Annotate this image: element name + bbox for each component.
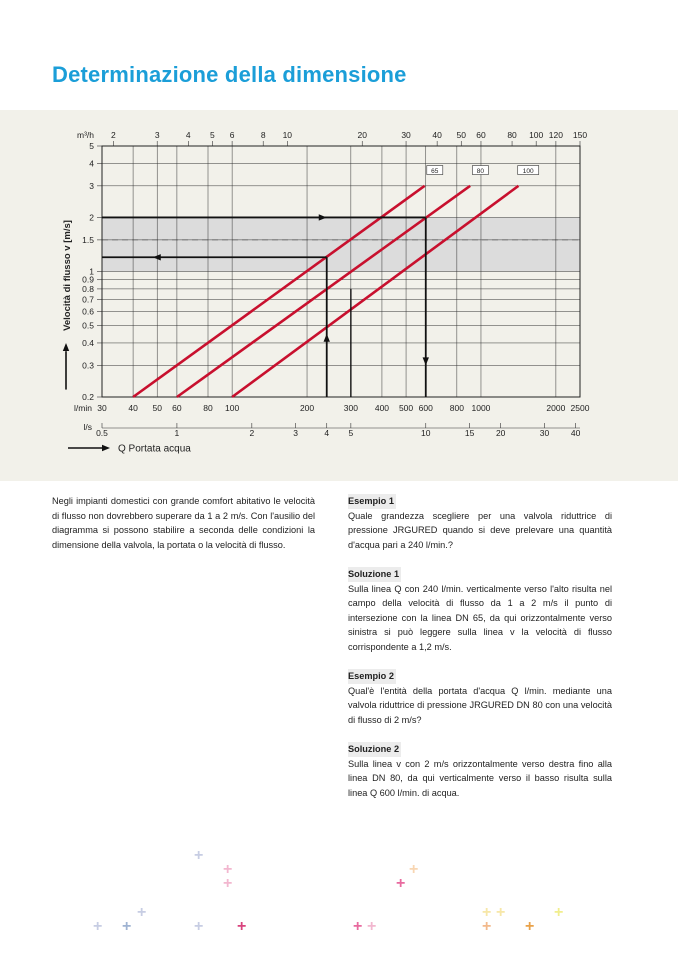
- x-tick-label-ls: 2: [249, 428, 255, 438]
- x-tick-label-ls: 30: [539, 428, 550, 438]
- x-tick-label-lmin: 300: [343, 403, 358, 413]
- plus-icon: +: [482, 904, 492, 921]
- plus-icon: +: [554, 904, 564, 921]
- y-tick-label: 2: [89, 212, 94, 223]
- plus-icon: +: [482, 918, 492, 935]
- y-tick-label: 3: [89, 180, 94, 191]
- series-tag-label: 100: [522, 168, 534, 176]
- x-tick-label-m3h: 30: [401, 130, 411, 140]
- unit-ls-label: l/s: [83, 422, 92, 432]
- example-2-down-arrow: [423, 357, 429, 365]
- example-1-title: Esempio 1: [348, 494, 396, 509]
- examples-column: [348, 494, 612, 815]
- x-tick-label-m3h: 40: [432, 130, 442, 140]
- x-tick-label-lmin: 50: [152, 403, 162, 413]
- plus-icon: +: [353, 918, 363, 935]
- plus-icon: +: [194, 918, 204, 935]
- x-tick-label-ls: 3: [293, 428, 299, 438]
- plus-icon: +: [194, 847, 204, 864]
- x-tick-label-ls: 1: [174, 428, 180, 438]
- y-tick-label: 0.7: [82, 294, 94, 305]
- x-tick-label-ls: 0.5: [96, 428, 108, 438]
- page-title: Determinazione della dimensione: [52, 62, 407, 87]
- y-tick-label: 0.2: [82, 392, 94, 402]
- plus-icon: +: [496, 904, 506, 921]
- x-tick-label-lmin: 500: [398, 403, 414, 413]
- plus-icon: +: [122, 918, 132, 935]
- y-tick-label: 5: [89, 141, 94, 151]
- plus-icon: +: [223, 861, 233, 878]
- x-tick-label-ls: 5: [348, 428, 354, 438]
- y-tick-label: 1.5: [82, 234, 94, 245]
- y-tick-label: 0.6: [82, 306, 94, 317]
- plus-icon: +: [237, 918, 247, 935]
- x-tick-label-lmin: 80: [203, 403, 213, 413]
- x-tick-label-lmin: 2500: [570, 403, 590, 413]
- y-tick-label: 0.8: [82, 283, 94, 294]
- x-tick-label-m3h: 5: [210, 130, 215, 140]
- solution-2-title: Soluzione 2: [348, 742, 401, 757]
- x-tick-label-m3h: 120: [548, 130, 563, 140]
- plus-icon: +: [396, 875, 406, 892]
- x-tick-label-lmin: 600: [418, 403, 433, 413]
- plus-icon: +: [93, 918, 103, 935]
- x-tick-label-lmin: 1000: [471, 403, 491, 413]
- series-tag-label: 80: [476, 168, 485, 176]
- x-tick-label-lmin: 800: [449, 403, 464, 413]
- y-axis-arrow-head: [63, 343, 69, 351]
- example-1-up-arrow: [324, 334, 330, 342]
- example-2-text: Qual'è l'entità della portata d'acqua Q l/min. mediante una valvola riduttrice di pressione JRGURED DN 80 con una velocità di flusso di 2 m/s?: [348, 685, 612, 725]
- x-axis-label: Q Portata acqua: [118, 443, 191, 455]
- plus-icon: +: [223, 875, 233, 892]
- x-tick-label-lmin: 40: [128, 403, 138, 413]
- x-tick-label-m3h: 6: [229, 130, 235, 140]
- x-tick-label-lmin: 200: [299, 403, 315, 413]
- x-tick-label-ls: 15: [464, 428, 475, 438]
- unit-m3h-label: m³/h: [77, 130, 94, 140]
- x-tick-label-m3h: 2: [111, 130, 116, 140]
- x-tick-label-lmin: 100: [225, 403, 240, 413]
- plus-icon: +: [137, 904, 147, 921]
- x-tick-label-m3h: 50: [456, 130, 467, 140]
- x-tick-label-lmin: 30: [97, 403, 107, 413]
- x-tick-label-m3h: 3: [154, 130, 160, 140]
- intro-column: [52, 494, 315, 567]
- example-2-title: Esempio 2: [348, 669, 396, 684]
- x-tick-label-m3h: 4: [185, 130, 191, 140]
- x-tick-label-lmin: 400: [374, 403, 390, 413]
- x-tick-label-ls: 40: [570, 428, 581, 438]
- x-tick-label-ls: 4: [324, 428, 330, 438]
- flow-velocity-chart: [0, 110, 678, 481]
- solution-1-title: Soluzione 1: [348, 567, 401, 582]
- y-tick-label: 4: [89, 158, 94, 169]
- x-tick-label-m3h: 60: [476, 130, 486, 140]
- unit-lmin-label: l/min: [74, 403, 92, 413]
- x-axis-arrow-head: [102, 445, 110, 451]
- plus-icon: +: [525, 918, 535, 935]
- y-tick-label: 0.3: [82, 360, 94, 371]
- x-tick-label-lmin: 60: [172, 403, 182, 413]
- y-tick-label: 0.4: [82, 337, 94, 348]
- y-tick-label: 0.9: [82, 274, 94, 285]
- x-tick-label-m3h: 8: [260, 130, 266, 140]
- y-tick-label: 1: [89, 266, 94, 277]
- plus-icon: +: [409, 861, 419, 878]
- solution-2-text: Sulla linea v con 2 m/s orizzontalmente verso destra fino alla linea DN 80, da qui verticalmente verso il basso risulta sulla linea Q 600 l/min. di acqua.: [348, 758, 612, 798]
- x-tick-label-m3h: 100: [529, 130, 544, 140]
- solution-1-text: Sulla linea Q con 240 l/min. verticalmente verso l'alto risulta nel campo della velocità di flusso da 1 a 2 m/s il punto di intersezione con la linea DN 65, da qui orizzontalmente verso sinistra si può leggere sulla linea v la velocità di flusso corrispondente a 1,2 m/s.: [348, 583, 612, 652]
- x-tick-label-m3h: 80: [507, 130, 517, 140]
- series-tag-label: 65: [431, 168, 439, 176]
- example-1-text: Quale grandezza scegliere per una valvola riduttrice di pressione JRGURED quando si deve prelevare una quantità d'acqua pari a 240 l/min.?: [348, 510, 612, 550]
- plus-icon: +: [367, 918, 377, 935]
- x-tick-label-m3h: 20: [357, 130, 367, 140]
- x-tick-label-lmin: 2000: [546, 403, 566, 413]
- x-tick-label-m3h: 10: [282, 130, 293, 140]
- x-tick-label-ls: 20: [495, 428, 506, 438]
- y-axis-label: Velocità di flusso v [m/s]: [62, 220, 73, 331]
- y-tick-label: 0.5: [82, 320, 94, 331]
- intro-text: Negli impianti domestici con grande comfort abitativo le velocità di flusso non dovrebbero superare da 1 a 2 m/s. Con l'ausilio del diagramma si possono stabilire a seconda delle condizioni la dimensione della valvola, la portata o la velocità di flusso.: [52, 496, 315, 550]
- recommended-velocity-band: [102, 217, 580, 271]
- x-tick-label-m3h: 150: [572, 130, 588, 140]
- x-tick-label-ls: 10: [421, 428, 431, 438]
